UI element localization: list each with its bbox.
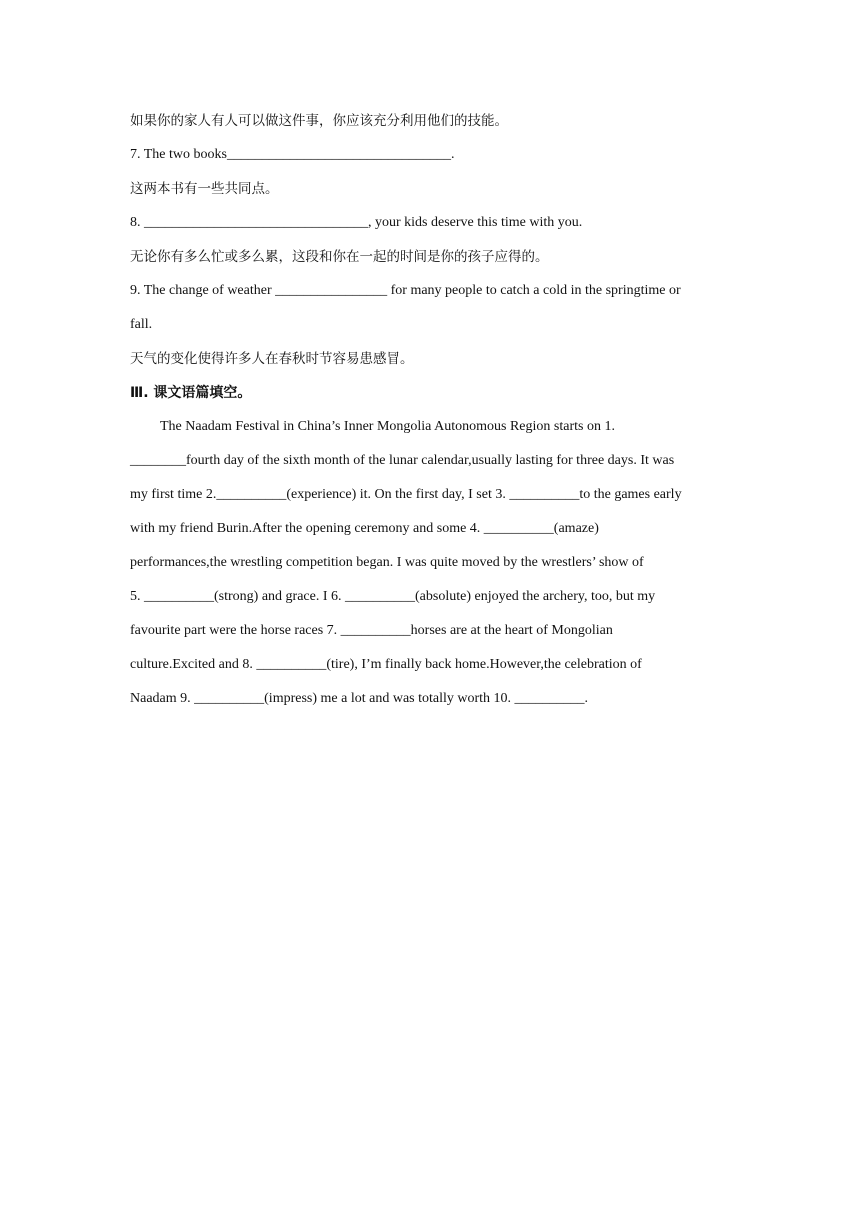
passage-line: performances,the wrestling competition began. I was quite moved by the wrestlers’ show of xyxy=(130,555,644,570)
translation-line: 无论你有多么忙或多么累，这段和你在一起的时间是你的孩子应得的。 xyxy=(130,249,549,265)
exercise-item-8: 8. ________________________________, your kids deserve this time with you. xyxy=(130,215,583,230)
passage-line: favourite part were the horse races 7. __________horses are at the heart of Mongolian xyxy=(130,623,613,638)
translation-line: 天气的变化使得许多人在春秋时节容易患感冒。 xyxy=(130,351,414,367)
passage-line: The Naadam Festival in China’s Inner Mongolia Autonomous Region starts on 1. xyxy=(160,419,615,434)
translation-line: 这两本书有一些共同点。 xyxy=(130,181,279,197)
passage-line: with my friend Burin.After the opening ceremony and some 4. __________(amaze) xyxy=(130,521,599,536)
passage-line: 5. __________(strong) and grace. I 6. __________(absolute) enjoyed the archery, too, but my xyxy=(130,589,656,604)
passage-line: Naadam 9. __________(impress) me a lot and was totally worth 10. __________. xyxy=(130,691,589,706)
translation-line: 如果你的家人有人可以做这件事，你应该充分利用他们的技能。 xyxy=(130,113,508,129)
document-page xyxy=(130,104,730,716)
passage-line: culture.Excited and 8. __________(tire), I’m finally back home.However,the celebration of xyxy=(130,657,642,672)
section-heading: Ⅲ. 课文语篇填空。 xyxy=(130,385,252,401)
exercise-item-7: 7. The two books________________________________. xyxy=(130,147,455,162)
exercise-item-9-continued: fall. xyxy=(130,317,153,332)
passage-line: my first time 2.__________(experience) it. On the first day, I set 3. __________to the games early xyxy=(130,487,682,502)
exercise-item-9: 9. The change of weather ________________ for many people to catch a cold in the springtime or xyxy=(130,283,681,298)
passage-line: ________fourth day of the sixth month of the lunar calendar,usually lasting for three days. It was xyxy=(130,453,675,468)
